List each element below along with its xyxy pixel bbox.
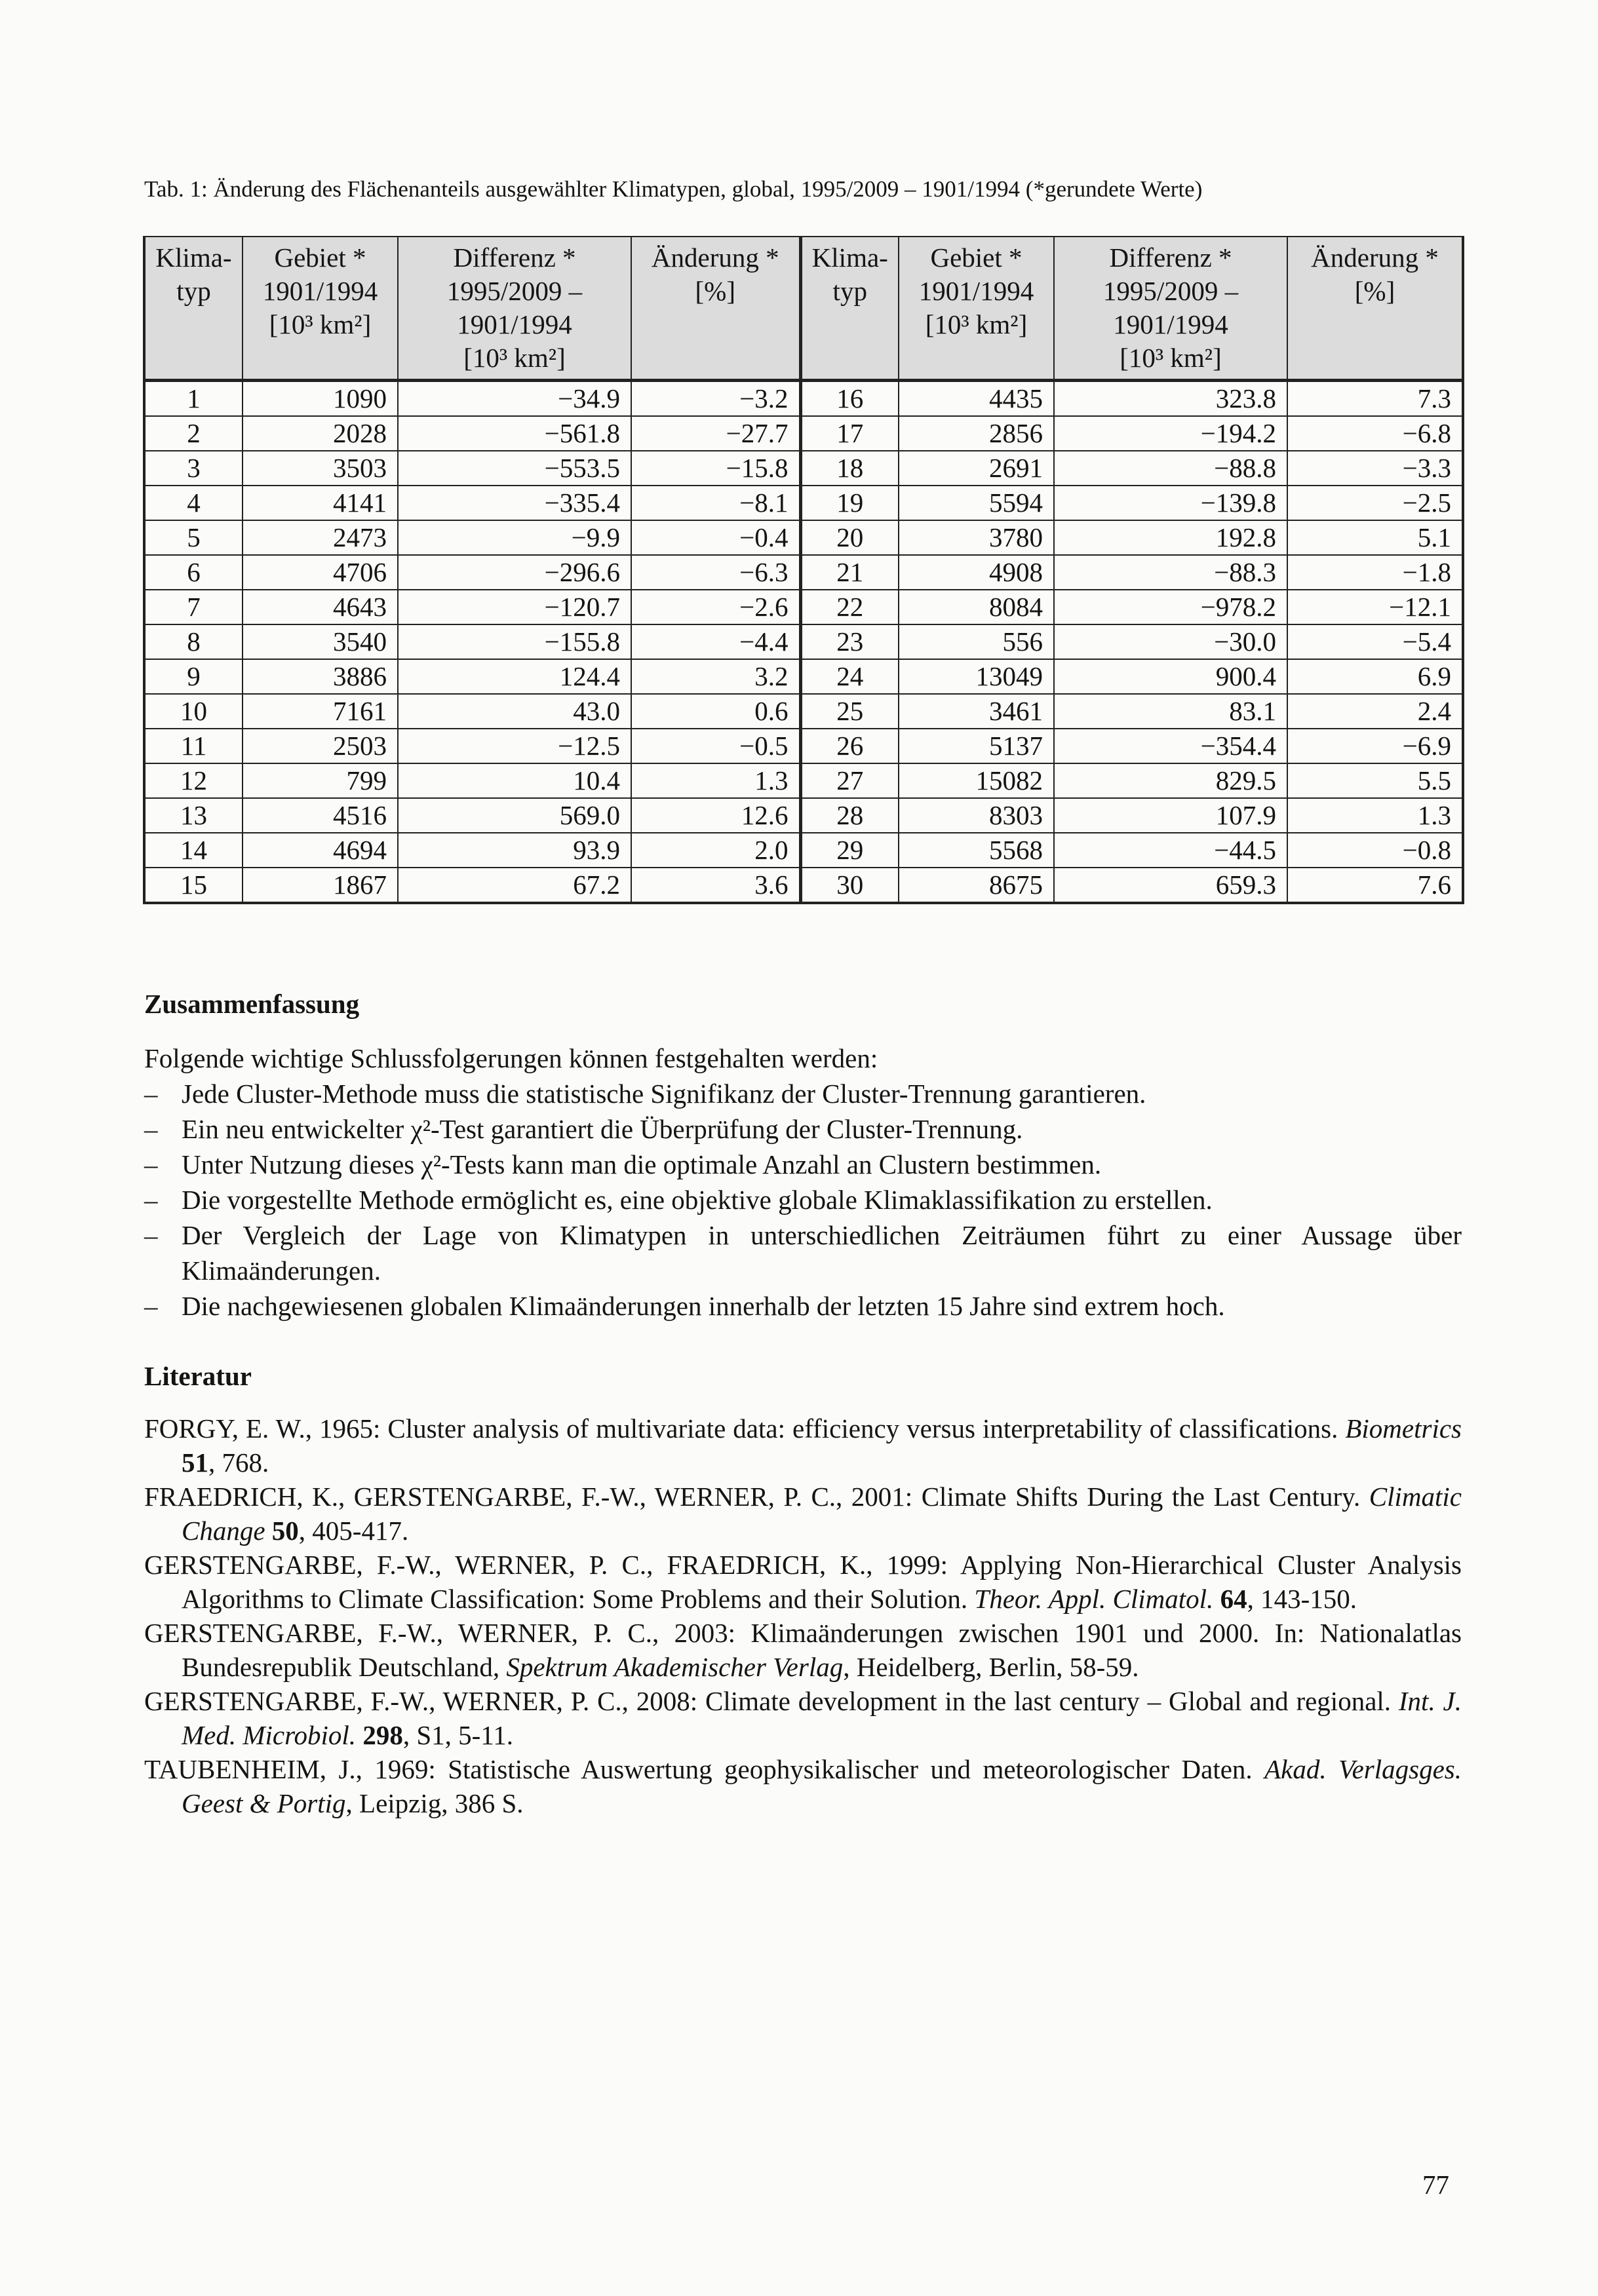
reference-pages: , Leipzig, 386 S. (345, 1788, 524, 1818)
column-header (800, 237, 899, 381)
table-cell: 23 (800, 624, 899, 659)
dash-bullet: – (144, 1291, 158, 1321)
table-cell: −4.4 (631, 624, 800, 659)
column-header-line: 1901/1994 (457, 309, 572, 339)
table-cell: −155.8 (398, 624, 631, 659)
table-row (144, 763, 1463, 798)
reference-entry (144, 1548, 1462, 1616)
table-cell: 14 (144, 833, 243, 868)
table-cell: −561.8 (398, 416, 631, 451)
table-cell: 2691 (899, 451, 1054, 486)
table-cell: 5137 (899, 729, 1054, 763)
column-header-line: [10³ km²] (269, 309, 372, 339)
table-row (144, 659, 1463, 694)
reference-pages: , S1, 5-11. (402, 1720, 513, 1750)
table-row (144, 486, 1463, 520)
column-header (1287, 237, 1463, 381)
dash-bullet: – (144, 1149, 158, 1179)
table-cell: 3886 (243, 659, 398, 694)
column-header-line: 1995/2009 – (1102, 276, 1239, 306)
reference-space (265, 1516, 272, 1546)
reference-volume: 298 (362, 1720, 403, 1750)
table-cell: 1.3 (631, 763, 800, 798)
table-cell: −12.5 (398, 729, 631, 763)
table-cell: 3.2 (631, 659, 800, 694)
table-cell: 24 (800, 659, 899, 694)
column-header-line: Differenz * (453, 242, 576, 273)
table-cell: 30 (800, 868, 899, 903)
table-cell: 6 (144, 555, 243, 590)
reference-pages: , Heidelberg, Berlin, 58-59. (843, 1652, 1139, 1682)
table-cell: 3461 (899, 694, 1054, 729)
reference-volume: 51 (182, 1447, 208, 1478)
table-cell: −27.7 (631, 416, 800, 451)
reference-entry (144, 1411, 1462, 1480)
table-cell: 17 (800, 416, 899, 451)
reference-pages: , 405-417. (298, 1516, 409, 1546)
column-header (1054, 237, 1287, 381)
table-cell: −6.8 (1287, 416, 1463, 451)
table-cell: 2856 (899, 416, 1054, 451)
reference-volume: 64 (1220, 1584, 1247, 1614)
reference-authors-title: GERSTENGARBE, F.-W., WERNER, P. C., 2003: Klimaänderungen zwischen 1901 und 2000. In: Nationalatlas Bundesrepublik Deutschland, (144, 1618, 1462, 1682)
table-row (144, 555, 1463, 590)
table-cell: 192.8 (1054, 520, 1287, 555)
table-row (144, 833, 1463, 868)
climate-type-table (143, 236, 1464, 904)
reference-journal: Spektrum Akademischer Verlag (506, 1652, 844, 1682)
summary-list (144, 1076, 1462, 1324)
table-cell: 11 (144, 729, 243, 763)
reference-volume: 50 (271, 1516, 299, 1546)
table-cell: 15 (144, 868, 243, 903)
table-cell: 28 (800, 798, 899, 833)
table-cell: 29 (800, 833, 899, 868)
table-cell: −5.4 (1287, 624, 1463, 659)
table-body (144, 381, 1463, 904)
dash-bullet: – (144, 1079, 158, 1109)
table-cell: 4 (144, 486, 243, 520)
column-header (631, 237, 800, 381)
table-row (144, 868, 1463, 903)
reference-journal: Int. J. Med. Microbiol. (182, 1686, 1462, 1750)
summary-item-text: Jede Cluster-Methode muss die statistische Signifikanz der Cluster-Trennung garantieren. (182, 1079, 1146, 1109)
dash-bullet: – (144, 1185, 158, 1215)
table-cell: 67.2 (398, 868, 631, 903)
table-cell: 1867 (243, 868, 398, 903)
column-header (398, 237, 631, 381)
table-cell: −120.7 (398, 590, 631, 624)
table-cell: 18 (800, 451, 899, 486)
table-cell: −8.1 (631, 486, 800, 520)
table-cell: 13049 (899, 659, 1054, 694)
table-cell: −194.2 (1054, 416, 1287, 451)
table-cell: 25 (800, 694, 899, 729)
column-header-line: typ (176, 276, 211, 306)
table-cell: 7.3 (1287, 381, 1463, 417)
table-cell: 7.6 (1287, 868, 1463, 903)
reference-authors-title: FRAEDRICH, K., GERSTENGARBE, F.-W., WERNER, P. C., 2001: Climate Shifts During the Last Century. (144, 1482, 1369, 1512)
summary-item (144, 1288, 1462, 1324)
references-heading: Literatur (144, 1361, 252, 1391)
table-cell: 1090 (243, 381, 398, 417)
table-cell: 3503 (243, 451, 398, 486)
reference-entry (144, 1480, 1462, 1548)
table-cell: −1.8 (1287, 555, 1463, 590)
table-cell: 659.3 (1054, 868, 1287, 903)
table-cell: 5568 (899, 833, 1054, 868)
table-cell: 8084 (899, 590, 1054, 624)
summary-section (144, 1041, 1462, 1324)
table-cell: −354.4 (1054, 729, 1287, 763)
table-cell: 12.6 (631, 798, 800, 833)
summary-item-text: Der Vergleich der Lage von Klimatypen in unterschiedlichen Zeiträumen führt zu einer Aussage über Klimaänderungen. (182, 1220, 1462, 1286)
table-cell: 12 (144, 763, 243, 798)
table-cell: 4516 (243, 798, 398, 833)
table-cell: 5594 (899, 486, 1054, 520)
table-cell: 5.5 (1287, 763, 1463, 798)
summary-item-text: Unter Nutzung dieses χ²-Tests kann man die optimale Anzahl an Clustern bestimmen. (182, 1149, 1102, 1179)
column-header-line: 1901/1994 (262, 276, 378, 306)
reference-space (356, 1720, 362, 1750)
table-cell: −0.8 (1287, 833, 1463, 868)
column-header-line: [%] (695, 276, 735, 306)
table-cell: −6.9 (1287, 729, 1463, 763)
table-cell: −34.9 (398, 381, 631, 417)
summary-item (144, 1217, 1462, 1288)
table-cell: 2028 (243, 416, 398, 451)
column-header (899, 237, 1054, 381)
table-cell: 799 (243, 763, 398, 798)
table-row (144, 416, 1463, 451)
table-cell: 3 (144, 451, 243, 486)
table-cell: 5 (144, 520, 243, 555)
summary-intro: Folgende wichtige Schlussfolgerungen können festgehalten werden: (144, 1043, 878, 1073)
table-cell: 2503 (243, 729, 398, 763)
table-cell: −335.4 (398, 486, 631, 520)
table-row (144, 381, 1463, 417)
table-cell: 569.0 (398, 798, 631, 833)
table-cell: 4908 (899, 555, 1054, 590)
table-cell: −3.2 (631, 381, 800, 417)
table-cell: 4643 (243, 590, 398, 624)
table-cell: −0.5 (631, 729, 800, 763)
table-cell: 20 (800, 520, 899, 555)
page-number: 77 (1422, 2170, 1449, 2200)
table-cell: 2.0 (631, 833, 800, 868)
summary-item (144, 1111, 1462, 1147)
column-header-line: 1901/1994 (918, 276, 1034, 306)
table-cell: 829.5 (1054, 763, 1287, 798)
reference-journal: Climatic Change (182, 1482, 1462, 1546)
table-cell: 556 (899, 624, 1054, 659)
table-cell: −2.6 (631, 590, 800, 624)
column-header-line: typ (832, 276, 867, 306)
reference-pages: , 768. (208, 1447, 269, 1478)
column-header-line: Klima- (811, 242, 888, 273)
table-cell: −88.8 (1054, 451, 1287, 486)
table-cell: −44.5 (1054, 833, 1287, 868)
table-cell: −15.8 (631, 451, 800, 486)
column-header (144, 237, 243, 381)
column-header-line: 1995/2009 – (446, 276, 583, 306)
table-cell: −88.3 (1054, 555, 1287, 590)
summary-item-text: Die vorgestellte Methode ermöglicht es, eine objektive globale Klimaklassifikation zu erstellen. (182, 1185, 1213, 1215)
table-cell: −139.8 (1054, 486, 1287, 520)
table-cell: 1.3 (1287, 798, 1463, 833)
table-cell: 2.4 (1287, 694, 1463, 729)
table-cell: 26 (800, 729, 899, 763)
table-cell: 323.8 (1054, 381, 1287, 417)
table-cell: 10.4 (398, 763, 631, 798)
table-cell: 4694 (243, 833, 398, 868)
column-header-line: Gebiet * (930, 242, 1023, 273)
table-cell: 3.6 (631, 868, 800, 903)
reference-authors-title: TAUBENHEIM, J., 1969: Statistische Auswertung geophysikalischer und meteorologischer Daten. (144, 1754, 1265, 1784)
reference-authors-title: GERSTENGARBE, F.-W., WERNER, P. C., 2008: Climate development in the last century – Global and regional. (144, 1686, 1399, 1716)
table-caption: Tab. 1: Änderung des Flächenanteils ausgewählter Klimatypen, global, 1995/2009 – 1901/1994 (*gerundete Werte) (144, 176, 1203, 202)
table-cell: 2473 (243, 520, 398, 555)
table-cell: 0.6 (631, 694, 800, 729)
table-header-row (144, 237, 1463, 381)
table-cell: 13 (144, 798, 243, 833)
table-cell: 4435 (899, 381, 1054, 417)
table-cell: −296.6 (398, 555, 631, 590)
reference-entry (144, 1616, 1462, 1684)
table-cell: 124.4 (398, 659, 631, 694)
summary-item (144, 1182, 1462, 1217)
table-cell: 43.0 (398, 694, 631, 729)
reference-journal: Akad. Verlagsges. Geest & Portig (182, 1754, 1462, 1818)
table-cell: −30.0 (1054, 624, 1287, 659)
table-cell: 19 (800, 486, 899, 520)
table-cell: 4141 (243, 486, 398, 520)
column-header-line: Änderung * (1311, 242, 1439, 273)
table-row (144, 520, 1463, 555)
table-row (144, 624, 1463, 659)
reference-entry (144, 1752, 1462, 1820)
table-cell: 2 (144, 416, 243, 451)
references-list (144, 1411, 1462, 1820)
table-cell: 8675 (899, 868, 1054, 903)
table-cell: −553.5 (398, 451, 631, 486)
reference-journal: Theor. Appl. Climatol. (974, 1584, 1214, 1614)
table-cell: 3780 (899, 520, 1054, 555)
table-cell: −2.5 (1287, 486, 1463, 520)
table-cell: 15082 (899, 763, 1054, 798)
column-header-line: [10³ km²] (925, 309, 1028, 339)
reference-journal: Biometrics (1345, 1413, 1462, 1444)
table-cell: 7161 (243, 694, 398, 729)
column-header-line: [10³ km²] (1120, 343, 1222, 373)
reference-authors-title: GERSTENGARBE, F.-W., WERNER, P. C., FRAEDRICH, K., 1999: Applying Non-Hierarchical Cluster Analysis Algorithms to Climate Classification: Some Problems and their Solution. (144, 1550, 1462, 1614)
summary-item (144, 1147, 1462, 1182)
table-row (144, 798, 1463, 833)
dash-bullet: – (144, 1220, 158, 1250)
dash-bullet: – (144, 1114, 158, 1144)
reference-authors-title: FORGY, E. W., 1965: Cluster analysis of multivariate data: efficiency versus interpretability of classifications. (144, 1413, 1346, 1444)
reference-pages: , 143-150. (1247, 1584, 1357, 1614)
table-cell: 4706 (243, 555, 398, 590)
column-header-line: Differenz * (1109, 242, 1232, 273)
table-cell: −6.3 (631, 555, 800, 590)
table-cell: 900.4 (1054, 659, 1287, 694)
column-header (243, 237, 398, 381)
table-cell: 5.1 (1287, 520, 1463, 555)
table-row (144, 451, 1463, 486)
table-row (144, 590, 1463, 624)
table-cell: 22 (800, 590, 899, 624)
table-cell: 1 (144, 381, 243, 417)
table-row (144, 694, 1463, 729)
reference-entry (144, 1684, 1462, 1752)
table-row (144, 729, 1463, 763)
column-header-line: 1901/1994 (1113, 309, 1228, 339)
table-cell: 21 (800, 555, 899, 590)
column-header-line: [10³ km²] (463, 343, 566, 373)
table-cell: −12.1 (1287, 590, 1463, 624)
summary-heading: Zusammenfassung (144, 989, 360, 1019)
table-cell: 6.9 (1287, 659, 1463, 694)
table-cell: 83.1 (1054, 694, 1287, 729)
table-cell: 8 (144, 624, 243, 659)
table-cell: 3540 (243, 624, 398, 659)
column-header-line: Änderung * (651, 242, 779, 273)
summary-item (144, 1076, 1462, 1111)
table-cell: 7 (144, 590, 243, 624)
table-cell: 8303 (899, 798, 1054, 833)
table-cell: −978.2 (1054, 590, 1287, 624)
table-cell: −0.4 (631, 520, 800, 555)
column-header-line: Klima- (155, 242, 232, 273)
table-cell: 10 (144, 694, 243, 729)
table-cell: 9 (144, 659, 243, 694)
table-cell: 16 (800, 381, 899, 417)
reference-space (1213, 1584, 1220, 1614)
column-header-line: [%] (1354, 276, 1395, 306)
table-cell: 27 (800, 763, 899, 798)
summary-item-text: Ein neu entwickelter χ²-Test garantiert die Überprüfung der Cluster-Trennung. (182, 1114, 1023, 1144)
table-cell: 107.9 (1054, 798, 1287, 833)
summary-item-text: Die nachgewiesenen globalen Klimaänderungen innerhalb der letzten 15 Jahre sind extrem hoch. (182, 1291, 1225, 1321)
column-header-line: Gebiet * (274, 242, 366, 273)
table-cell: 93.9 (398, 833, 631, 868)
table-cell: −9.9 (398, 520, 631, 555)
table-cell: −3.3 (1287, 451, 1463, 486)
